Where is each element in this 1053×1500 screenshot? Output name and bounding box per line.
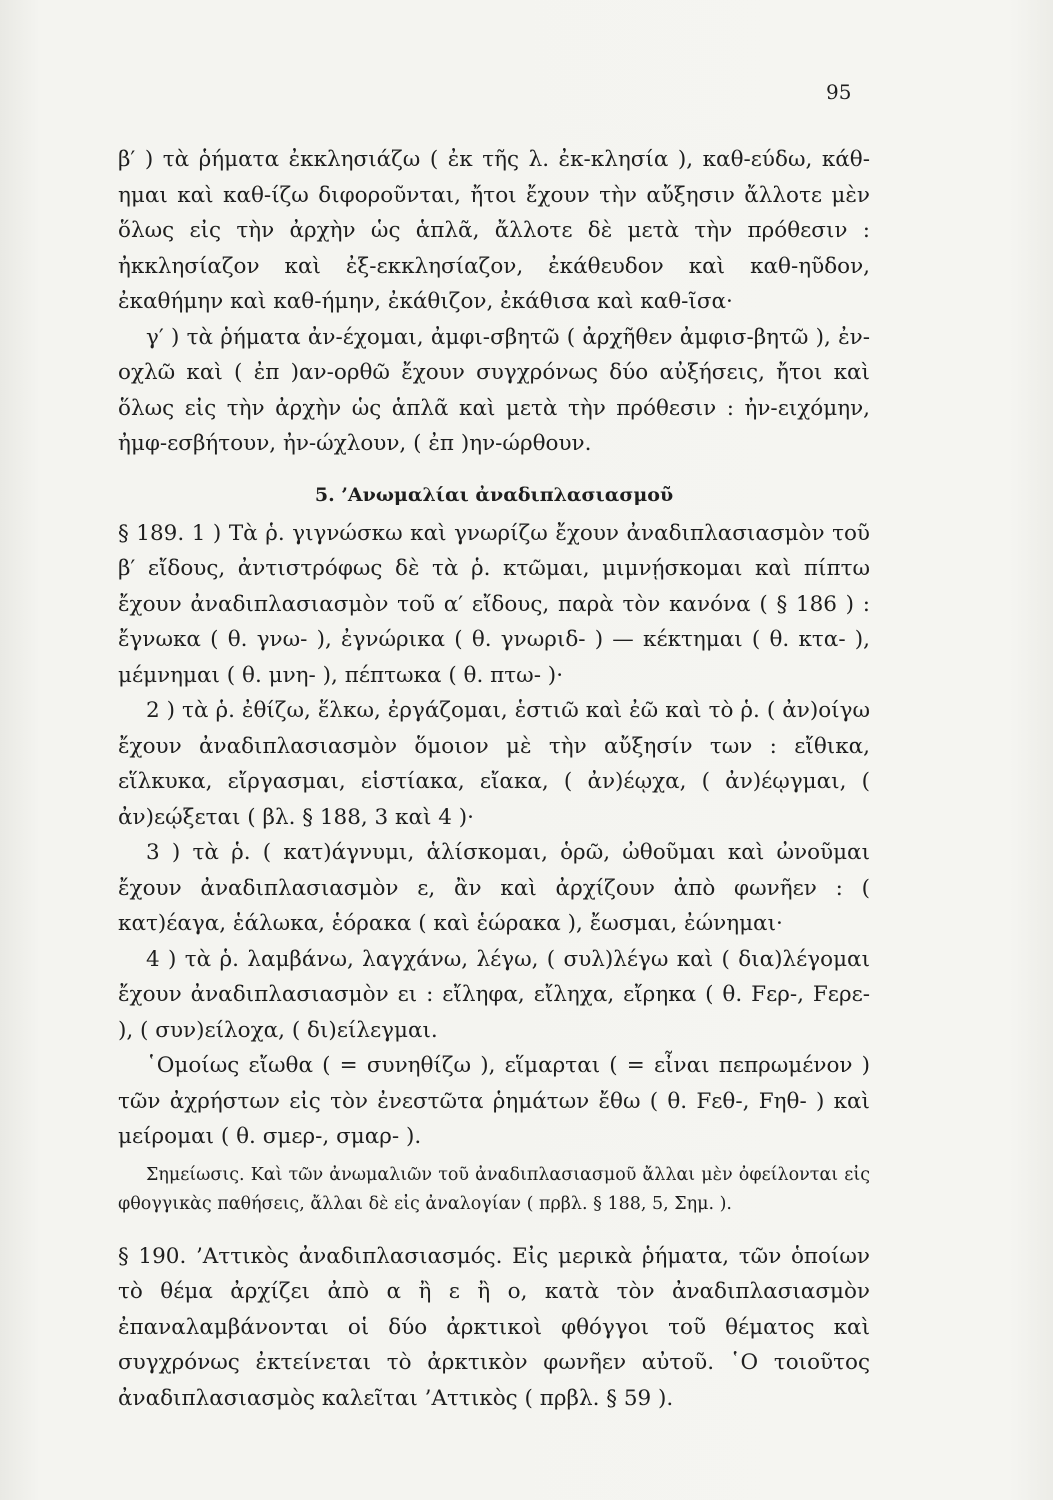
paragraph-189-4: 4 ) τὰ ῥ. λαμβάνω, λαγχάνω, λέγω, ( συλ)λέγω καὶ ( δια)λέγομαι ἔχουν ἀναδιπλασιασμὸν ει : εἴληφα, εἴληχα, εἴρηκα ( θ. Fερ-, Fερε- ), ( συν)είλοχα, ( δι)είλεγμαι. [118,946,870,1043]
paragraph-189-3: 3 ) τὰ ῥ. ( κατ)άγνυμι, ἁλίσκομαι, ὁρῶ, ὠθοῦμαι καὶ ὠνοῦμαι ἔχουν ἀναδιπλασιασμὸν ε, ἂν καὶ ἀρχίζουν ἀπὸ φωνῆεν : ( κατ)έαγα, ἑάλωκα, ἑόρακα ( καὶ ἑώρακα ), ἔωσμαι, ἐώνημαι· [118,840,870,936]
page-body [118,142,870,1416]
paragraph-190: § 190. ’Αττικὸς ἀναδιπλασιασμός. Εἰς μερικὰ ῥήματα, τῶν ὁποίων τὸ θέμα ἀρχίζει ἀπὸ α ἢ ε ἢ ο, κατὰ τὸν ἀναδιπλασιασμὸν ἐπαναλαμβάνονται οἱ δύο ἀρκτικοὶ φθόγγοι τοῦ θέματος καὶ συγχρόνως ἐκτείνεται τὸ ἀρκτικὸν φωνῆεν αὐτοῦ. ῾Ο τοιοῦτος ἀναδιπλασιασμὸς καλεῖται ’Αττικὸς ( πρβλ. § 59 ). [118,1243,870,1411]
page-number: 95 [826,80,852,104]
section-heading: 5. ’Ανωμαλίαι ἀναδιπλασιασμοῦ [314,483,674,506]
paragraph-189-2: 2 ) τὰ ῥ. ἐθίζω, ἕλκω, ἐργάζομαι, ἑστιῶ καὶ ἐῶ καὶ τὸ ῥ. ( ἀν)οίγω ἔχουν ἀναδιπλασιασμὸν ὅμοιον μὲ τὴν αὔξησίν των : εἴθικα, εἵλκυκα, εἴργασμαι, εἱστίακα, εἴακα, ( ἀν)έῳχα, ( ἀν)έῳγμαι, ( ἀν)εῴξεται ( βλ. § 188, 3 καὶ 4 )· [118,698,870,830]
paragraph-189-1: § 189. 1 ) Τὰ ῥ. γιγνώσκω καὶ γνωρίζω ἔχουν ἀναδιπλασιασμὸν τοῦ β′ εἴδους, ἀντιστρόφως δὲ τὰ ῥ. κτῶμαι, μιμνῄσκομαι καὶ πίπτω ἔχουν ἀναδιπλασιασμὸν τοῦ α′ εἴδους, παρὰ τὸν κανόνα ( § 186 ) : ἔγνωκα ( θ. γνω- ), ἐγνώρικα ( θ. γνωριδ- ) — κέκτημαι ( θ. κτα- ), μέμνημαι ( θ. μνη- ), πέπτωκα ( θ. πτω- )· [118,520,870,688]
paragraph-gamma: γ′ ) τὰ ῥήματα ἀν-έχομαι, ἀμφι-σβητῶ ( ἀρχῆθεν ἀμφισ-βητῶ ), ἐν-οχλῶ καὶ ( ἐπ )αν-ορθῶ ἔχουν συγχρόνως δύο αὐξήσεις, ἤτοι καὶ ὅλως εἰς τὴν ἀρχὴν ὡς ἁπλᾶ καὶ μετὰ τὴν πρόθεσιν : ἠν-ειχόμην, ἠμφ-εσβήτουν, ἠν-ώχλουν, ( ἐπ )ην-ώρθουν. [118,324,870,456]
note-block [118,1161,870,1219]
paragraph-beta: β′ ) τὰ ῥήματα ἐκκλησιάζω ( ἐκ τῆς λ. ἐκ-κλησία ), καθ-εύδω, κάθ-ημαι καὶ καθ-ίζω διφοροῦνται, ἤτοι ἔχουν τὴν αὔξησιν ἄλλοτε μὲν ὅλως εἰς τὴν ἀρχὴν ὡς ἁπλᾶ, ἄλλοτε δὲ μετὰ τὴν πρόθεσιν : ἠκκλησίαζον καὶ ἐξ-εκκλησίαζον, ἐκάθευδον καὶ καθ-ηῦδον, ἐκαθήμην καὶ καθ-ήμην, ἐκάθιζον, ἐκάθισα καὶ καθ-ῖσα· [118,147,870,314]
note-paragraph: Σημείωσις. Καὶ τῶν ἀνωμαλιῶν τοῦ ἀναδιπλασιασμοῦ ἄλλαι μὲν ὀφείλονται εἰς φθογγικὰς παθήσεις, ἄλλαι δὲ εἰς ἀναλογίαν ( πρβλ. § 188, 5, Σημ. ). [118,1164,870,1214]
paragraph-omoiws: ῾Ομοίως εἴωθα ( = συνηθίζω ), εἵμαρται ( = εἶναι πεπρωμένον ) τῶν ἀχρήστων εἰς τὸν ἐνεστῶτα ῥημάτων ἔθω ( θ. Fεθ-, Fηθ- ) καὶ μείρομαι ( θ. σμερ-, σμαρ- ). [118,1053,870,1149]
